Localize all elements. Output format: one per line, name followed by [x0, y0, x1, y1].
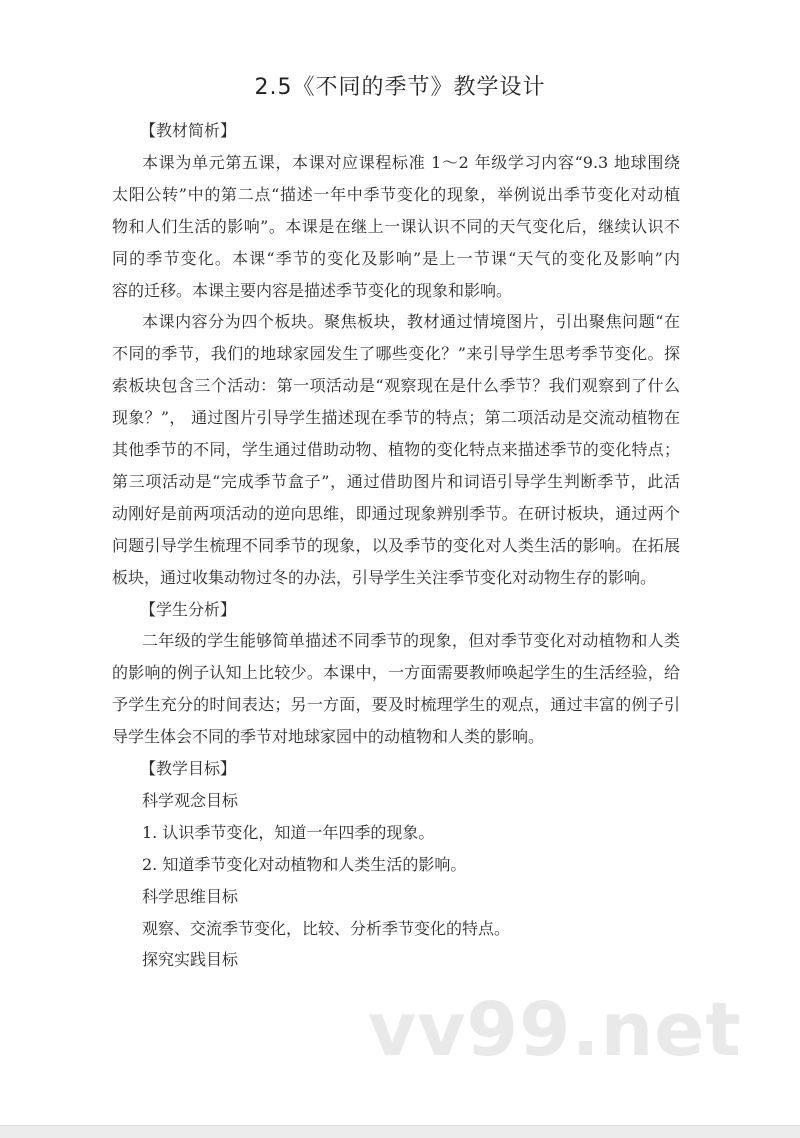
text-line: 二年级的学生能够简单描述不同季节的现象，但对季节变化对动植物和人类	[142, 631, 680, 651]
text-line: 1. 认识季节变化，知道一年四季的现象。	[142, 822, 435, 842]
section-heading: 【学生分析】	[140, 599, 237, 619]
text-line: 科学观念目标	[142, 790, 239, 810]
text-line: 物和人们生活的影响”。本课是在继上一课认识不同的天气变化后，继续认识不	[112, 216, 680, 236]
document-title: 2.5《不同的季节》教学设计	[254, 75, 546, 100]
text-line: 不同的季节，我们的地球家园发生了哪些变化？”来引导学生思考季节变化。探	[112, 344, 680, 364]
text-line: 问题引导学生梳理不同季节的现象，以及季节的变化对人类生活的影响。在拓展	[112, 535, 680, 555]
section-heading: 【教材简析】	[140, 121, 237, 140]
text-line: 导学生体会不同的季节对地球家园中的动植物和人类的影响。	[112, 727, 545, 747]
text-line: 观察、交流季节变化，比较、分析季节变化的特点。	[142, 918, 511, 938]
text-line: 动刚好是前两项活动的逆向思维，即通过现象辨别季节。在研讨板块，通过两个	[112, 503, 680, 523]
text-line: 容的迁移。本课主要内容是描述季节变化的现象和影响。	[112, 280, 513, 300]
watermark: vv99.net	[368, 987, 742, 1073]
page-bottom-edge	[0, 1125, 800, 1138]
text-line: 的影响的例子认知上比较少。本课中，一方面需要教师唤起学生的生活经验，给	[112, 663, 680, 683]
text-line: 本课内容分为四个板块。聚焦板块，教材通过情境图片，引出聚焦问题“在	[142, 312, 680, 332]
text-line: 其他季节的不同，学生通过借助动物、植物的变化特点来描述季节的变化特点；	[112, 440, 680, 459]
text-line: 太阳公转”中的第二点“描述一年中季节变化的现象，举例说出季节变化对动植	[112, 184, 680, 204]
text-line: 2. 知道季节变化对动植物和人类生活的影响。	[142, 854, 467, 874]
text-line: 予学生充分的时间表达；另一方面，要及时梳理学生的观点，通过丰富的例子引	[112, 695, 680, 715]
text-line: 板块，通过收集动物过冬的办法，引导学生关注季节变化对动物生存的影响。	[112, 567, 657, 587]
text-line: 本课为单元第五课，本课对应课程标准 1～2 年级学习内容“9.3 地球围绕	[142, 152, 680, 172]
text-line: 科学思维目标	[142, 886, 239, 906]
text-line: 第三项活动是“完成季节盒子”，通过借助图片和词语引导学生判断季节，此活	[112, 471, 680, 491]
text-line: 探究实践目标	[142, 950, 239, 970]
section-heading: 【教学目标】	[140, 759, 237, 778]
text-line: 同的季节变化。本课“季节的变化及影响”是上一节课“天气的变化及影响”内	[112, 248, 680, 268]
text-line: 现象？”， 通过图片引导学生描述现在季节的特点；第二项活动是交流动植物在	[112, 408, 680, 428]
text-line: 索板块包含三个活动：第一项活动是“观察现在是什么季节？我们观察到了什么	[112, 376, 680, 396]
